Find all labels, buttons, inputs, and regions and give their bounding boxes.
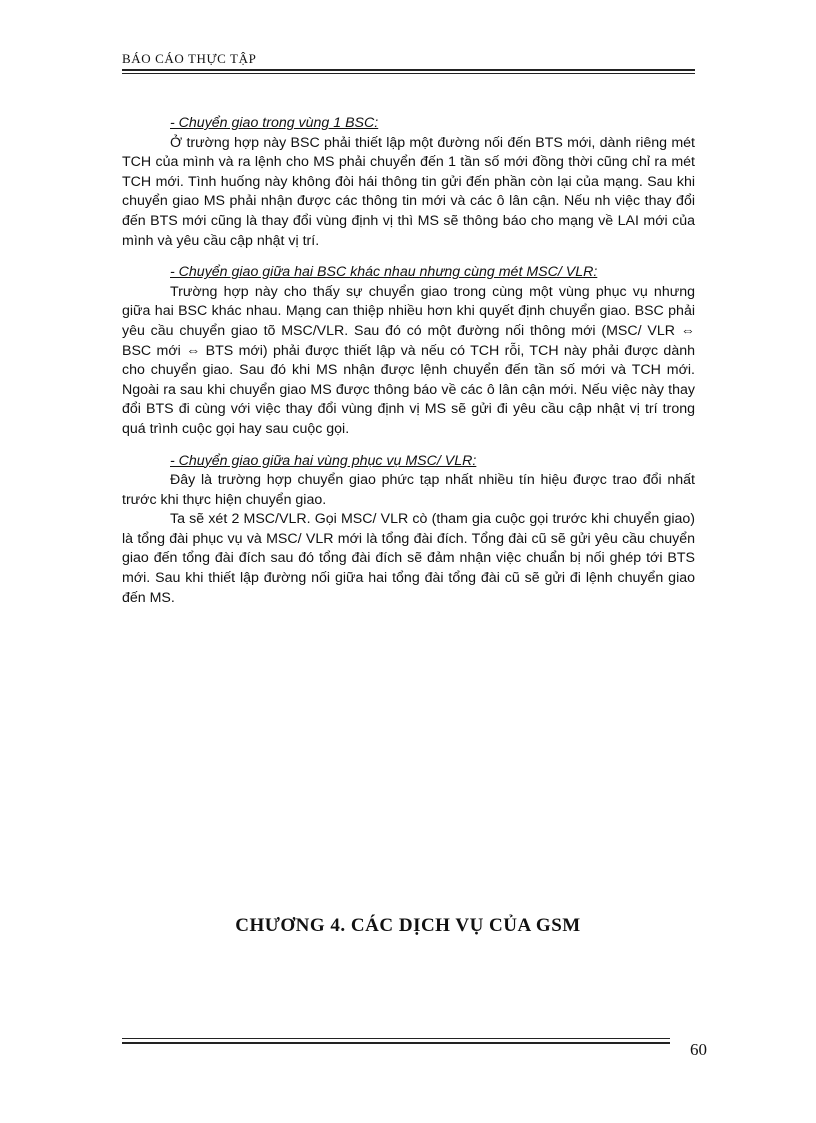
paragraph: Trường hợp này cho thấy sự chuyển giao trong cùng một vùng phục vụ nhưng giữa hai BSC khác nhau. Mạng can thiệp nhiều hơn khi quyết định chuyển giao. BSC phải yêu cầu chuyển giao tõ MSC/VLR. Sau đó có một đường nối thông mới (MSC/ VLR ⇔ BSC mới ⇔ BTS mới) phải được thiết lập và nếu có TCH rỗi, TCH này phải được dành cho chuyển giao. Sau đó khi MS nhận được lệnh chuyển đến tần số mới và TCH mới. Ngoài ra sau khi chuyển giao MS được thông báo về các ô lân cận mới. Nếu việc này thay đổi BTS đi cùng với việc thay đổi vùng định vị MS sẽ gửi đi yêu cầu cập nhật vị trí trong quá trình cuộc gọi hay sau cuộc gọi. bbox=[122, 283, 695, 437]
footer-rule-bottom bbox=[122, 1042, 670, 1044]
spacer bbox=[122, 440, 695, 452]
body-content bbox=[122, 114, 695, 608]
section-heading: - Chuyển giao giữa hai BSC khác nhau nhưng cùng mét MSC/ VLR: bbox=[170, 264, 598, 281]
spacer bbox=[122, 251, 695, 263]
header-rule-bottom bbox=[122, 73, 695, 74]
page-number: 60 bbox=[690, 1040, 707, 1059]
paragraph: Ở trường hợp này BSC phải thiết lập một đường nối đến BTS mới, dành riêng mét TCH của mình và ra lệnh cho MS phải chuyển đến 1 tần số mới đồng thời cũng chỉ ra mét TCH mới. Tình huống này không đòi hái thông tin gửi đến phần còn lại của mạng. Sau khi chuyển giao MS phải nhận được các thông tin mới và các ô lân cận. Nếu nh việc thay đổi đến BTS mới cũng là thay đổi vùng định vị thì MS sẽ thông báo cho mạng về LAI mới của mình và yêu cầu cập nhật vị trí. bbox=[122, 134, 695, 249]
footer-rule-top bbox=[122, 1038, 670, 1039]
paragraph: Đây là trường hợp chuyển giao phức tạp nhất nhiều tín hiệu được trao đổi nhất trước khi thực hiện chuyển giao. bbox=[122, 472, 695, 508]
header-title: BÁO CÁO THỰC TẬP bbox=[122, 51, 257, 66]
header-rule-top bbox=[122, 69, 695, 71]
chapter-title: CHƯƠNG 4. CÁC DỊCH VỤ CỦA GSM bbox=[235, 915, 581, 936]
section-heading: - Chuyển giao trong vùng 1 BSC: bbox=[170, 115, 379, 131]
section-heading: - Chuyển giao giữa hai vùng phục vụ MSC/ VLR: bbox=[170, 452, 477, 469]
paragraph: Ta sẽ xét 2 MSC/VLR. Gọi MSC/ VLR cò (tham gia cuộc gọi trước khi chuyển giao) là tổng đài phục vụ và MSC/ VLR mới là tổng đài đích. Tổng đài cũ sẽ gửi yêu cầu chuyển giao đến tổng đài đích sau đó tổng đài đích sẽ đảm nhận việc chuẩn bị nối ghép tới BTS mới. Sau khi thiết lập đường nối giữa hai tổng đài tổng đài cũ sẽ gửi đi lệnh chuyển giao đến MS. bbox=[122, 511, 695, 606]
